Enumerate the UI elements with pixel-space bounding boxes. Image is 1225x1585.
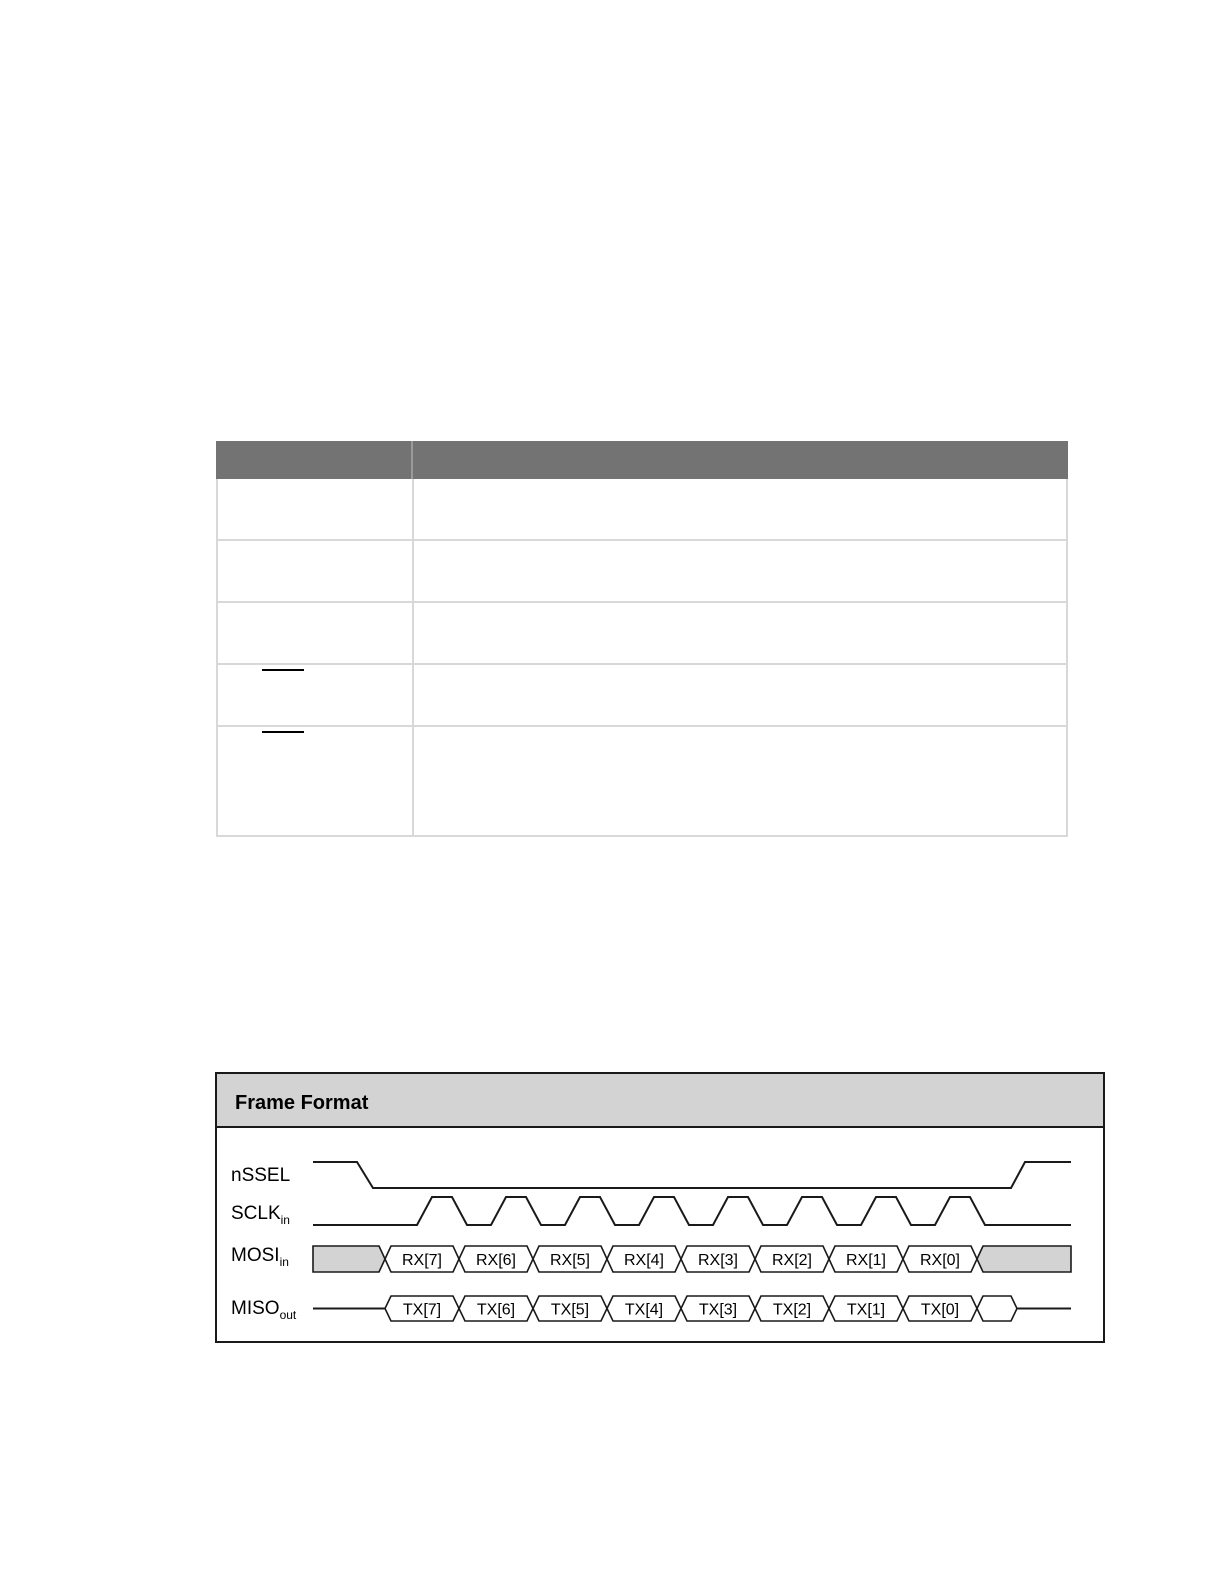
signal-label-mosi: $MOSI_{in}$ [231, 1245, 289, 1269]
mosi-bit-label: RX[4] [623, 1252, 665, 1269]
signal-label-nsSEL: nSSEL [231, 1165, 291, 1186]
nssel-waveform [313, 1162, 1071, 1188]
table-row [218, 665, 412, 725]
miso-bit-label: TX[7] [402, 1301, 442, 1319]
table-row [218, 479, 412, 539]
timing-waveforms [217, 1128, 1103, 1341]
mosi-bit-label: RX[7] [401, 1252, 443, 1269]
table-header [216, 441, 1068, 479]
mosi-bit-label: RX[3] [697, 1252, 739, 1269]
miso-bit-label: TX[3] [698, 1301, 738, 1319]
active-low-overbar [262, 731, 304, 733]
table-row [218, 603, 412, 663]
signal-table [216, 441, 1068, 837]
mosi-idle-region [313, 1246, 385, 1272]
miso-bit-label: TX[2] [772, 1301, 812, 1319]
diagram-title-bar [217, 1074, 1103, 1128]
signal-label-sclk: $SCLK_{in}$ [231, 1203, 290, 1227]
signal-label-miso: $MISO_{out}$ [231, 1298, 297, 1322]
diagram-title: Frame Format [235, 1092, 369, 1114]
miso-bit-label: TX[0] [920, 1301, 960, 1319]
active-low-overbar [262, 669, 304, 671]
mosi-idle-region [977, 1246, 1071, 1272]
sclk-waveform [313, 1197, 1071, 1225]
miso-trailing-cell [977, 1296, 1017, 1321]
frame-format-diagram [215, 1072, 1105, 1343]
mosi-bit-label: RX[6] [475, 1252, 517, 1269]
mosi-bit-label: RX[2] [771, 1252, 813, 1269]
miso-bit-label: TX[4] [624, 1301, 664, 1319]
mosi-bit-label: RX[0] [919, 1252, 961, 1269]
mosi-bit-label: RX[1] [845, 1252, 887, 1269]
mosi-waveform [313, 1246, 1071, 1272]
miso-bit-label: TX[1] [846, 1301, 886, 1319]
miso-bit-label: TX[6] [476, 1301, 516, 1319]
table-row [218, 541, 412, 601]
miso-bit-label: TX[5] [550, 1301, 590, 1319]
miso-waveform [313, 1296, 1071, 1321]
mosi-bit-label: RX[5] [549, 1252, 591, 1269]
sclk-line [313, 1197, 1071, 1225]
header-divider [411, 441, 413, 479]
table-row [218, 727, 412, 837]
column-divider [412, 479, 414, 837]
